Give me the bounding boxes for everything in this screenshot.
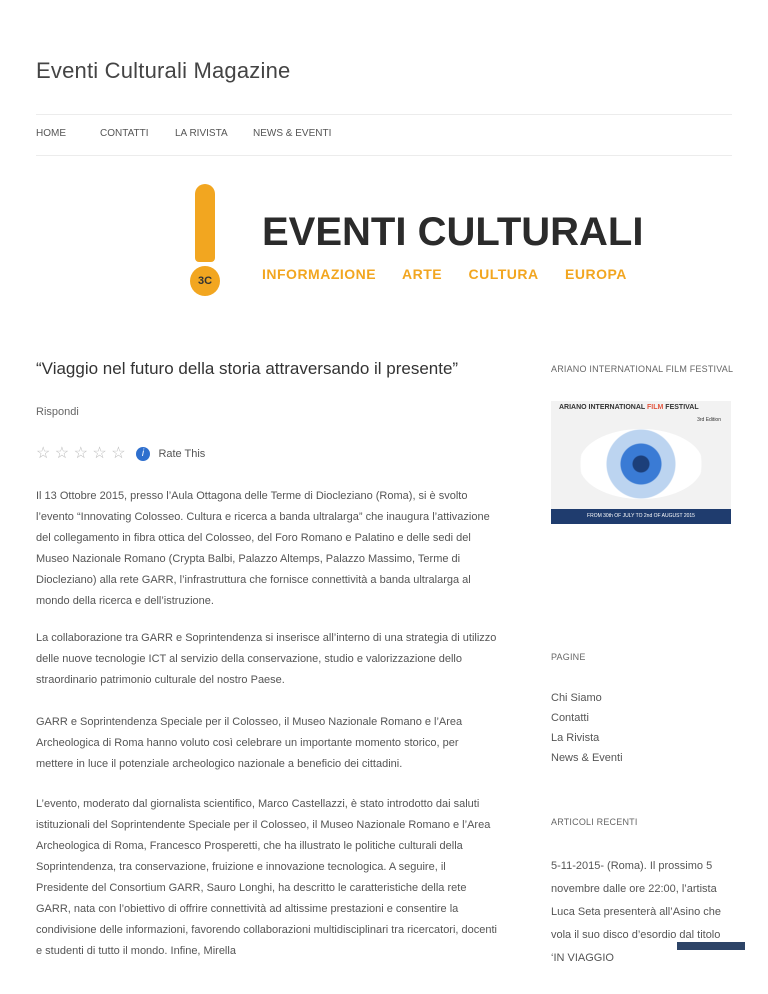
festival-dates: FROM 30th OF JULY TO 2nd OF AUGUST 2015: [551, 509, 731, 524]
post-paragraph: Il 13 Ottobre 2015, presso l’Aula Ottagona delle Terme di Diocleziano (Roma), si è svolto l’evento “Innovating Colosseo. Cultura e ricerca a banda ultralarga” che inaugura l’attivazione del collegamento in fibra ottica del Colosseo, del Foro Romano e Palatino e delle sedi del Museo Nazionale Romano (Crypta Balbi, Palazzo Altemps, Palazzo Massimo, Terme di Diocleziano) alla rete GARR, l’infrastruttura che fornisce connettività a banda ultralarga al mondo della ricerca e dell’istruzione.: [36, 490, 490, 607]
sidebar-item-news-eventi[interactable]: News & Eventi: [551, 752, 623, 764]
logo-tagline: [262, 266, 649, 282]
nav-contatti[interactable]: CONTATTI: [100, 128, 149, 139]
rating-widget: [36, 445, 205, 463]
sidebar-item-la-rivista[interactable]: La Rivista: [551, 732, 600, 744]
logo-badge: 3C: [190, 266, 220, 296]
tagline-word: ARTE: [401, 266, 443, 282]
reply-link[interactable]: Rispondi: [36, 406, 79, 418]
nav-la-rivista[interactable]: LA RIVISTA: [175, 128, 228, 139]
festival-banner[interactable]: [551, 401, 731, 524]
post-paragraph: La collaborazione tra GARR e Soprintendenza si inserisce all’interno di una strategia di utilizzo delle nuove tecnologie ICT al servizio della conservazione, studio e valorizzazione dello straordinario patrimonio culturale del nostro Paese.: [36, 632, 497, 686]
festival-edition: 3rd Edition: [697, 417, 721, 423]
tagline-word: INFORMAZIONE: [262, 266, 377, 282]
post-title[interactable]: “Viaggio nel futuro della storia attraversando il presente”: [36, 359, 459, 378]
logo-wordmark: EVENTI CULTURALI: [262, 210, 644, 254]
post-paragraph: GARR e Soprintendenza Speciale per il Colosseo, il Museo Nazionale Romano e l’Area Archeologica di Roma hanno voluto così celebrare un importante momento storico, per mettere in luce il potenziale archeologico nazionale a beneficio dei cittadini.: [36, 716, 463, 770]
sidebar-item-chi-siamo[interactable]: Chi Siamo: [551, 692, 602, 704]
festival-widget-heading: ARIANO INTERNATIONAL FILM FESTIVAL: [551, 364, 734, 374]
star-icon[interactable]: ☆: [92, 444, 107, 462]
tagline-word: CULTURA: [468, 266, 539, 282]
eye-image: [579, 429, 703, 499]
info-icon[interactable]: i: [136, 447, 150, 461]
rate-this-label[interactable]: Rate This: [158, 447, 206, 460]
star-icon[interactable]: ☆: [54, 444, 70, 462]
recent-article-excerpt[interactable]: 5-11-2015- (Roma). Il prossimo 5 novembre dalle ore 22:00, l’artista Luca Seta presenterà all’Asino che vola il suo disco d’esordio dal titolo ‘IN VIAGGIO: [551, 860, 721, 964]
star-icon[interactable]: ☆: [111, 444, 126, 462]
site-title[interactable]: Eventi Culturali Magazine: [36, 58, 291, 83]
festival-banner-title: ARIANO INTERNATIONAL FILM FESTIVAL: [559, 404, 699, 411]
nav-news-eventi[interactable]: NEWS & EVENTI: [253, 128, 332, 139]
recent-articles-heading: ARTICOLI RECENTI: [551, 817, 638, 827]
nav-home[interactable]: HOME: [36, 128, 66, 139]
exclamation-mark-icon: [195, 184, 215, 262]
star-icon[interactable]: ☆: [73, 444, 88, 462]
scroll-to-top-button[interactable]: [677, 942, 745, 950]
tagline-word: EUROPA: [565, 266, 627, 282]
post-paragraph: L’evento, moderato dal giornalista scientifico, Marco Castellazzi, è stato introdotto dai saluti istituzionali del Soprintendente Speciale per il Colosseo, il Museo Nazionale Romano e l’Area Archeologica di Roma, Francesco Prosperetti, che ha illustrato le politiche culturali della Soprintendenza, tra conservazione, fruizione e innovazione tecnologica. A seguire, il Presidente del Consortium GARR, Sauro Longhi, ha descritto le caratteristiche della rete GARR, nata con l’obiettivo di offrire connettività ad altissime prestazioni e consentire la condivisione delle informazioni, favorendo collaborazioni multidisciplinari tra ricercatori, docenti e studenti di tutto il mondo. Infine, Mirella: [36, 798, 498, 957]
sidebar-item-contatti[interactable]: Contatti: [551, 712, 589, 724]
main-navigation: [36, 114, 732, 156]
star-icon[interactable]: ☆: [36, 444, 51, 462]
pages-widget-heading: PAGINE: [551, 652, 586, 662]
site-logo[interactable]: [190, 180, 644, 300]
